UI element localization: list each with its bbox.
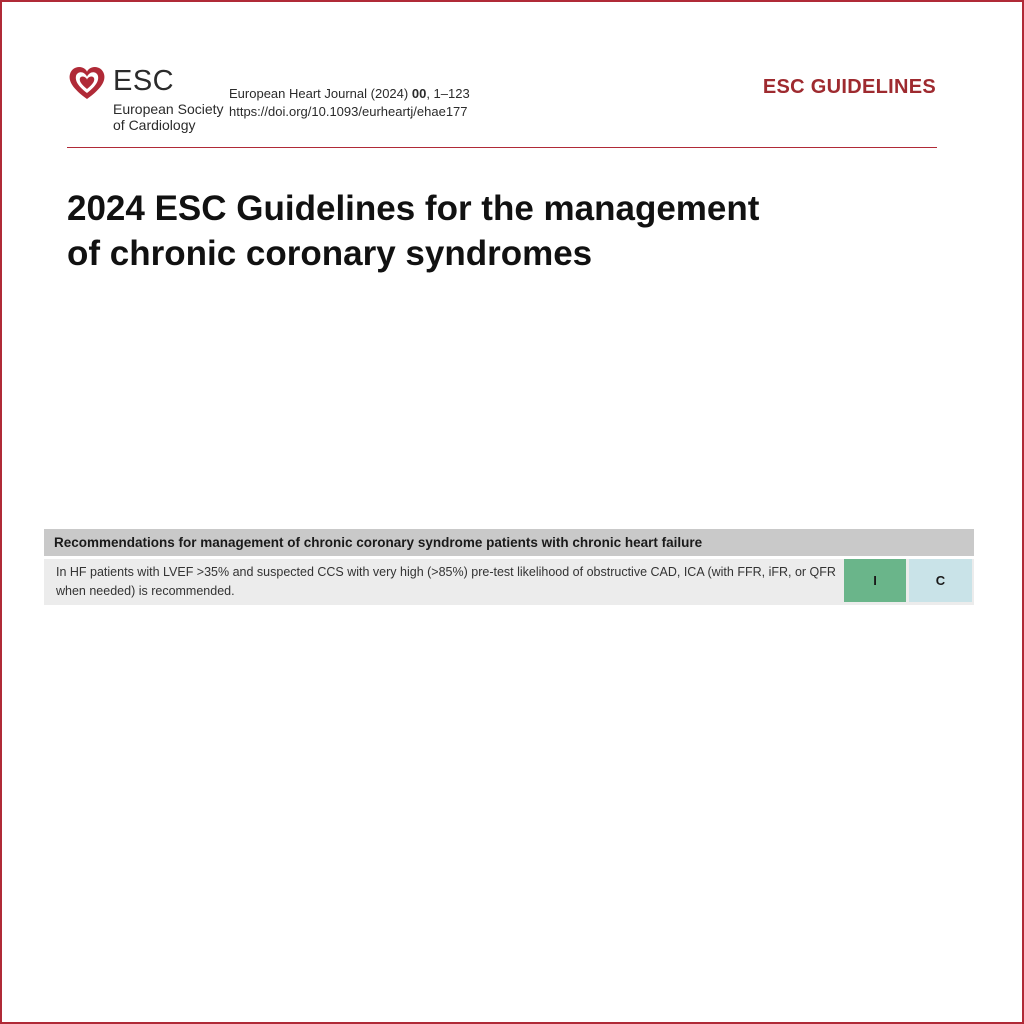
journal-volume: 00 (411, 86, 427, 101)
logo-name-line2: of Cardiology (113, 117, 196, 133)
journal-pages: , 1–123 (426, 86, 470, 101)
title-line2: of chronic coronary syndromes (67, 234, 593, 273)
recommendations-table (44, 529, 974, 605)
series-label: ESC GUIDELINES (762, 76, 936, 98)
class-badge: I (844, 559, 906, 602)
logo-acronym: ESC (113, 65, 175, 97)
heart-icon (67, 63, 107, 103)
journal-doi[interactable]: https://doi.org/10.1093/eurheartj/ehae177 (229, 104, 468, 119)
page-title (67, 186, 887, 276)
table-row (44, 559, 974, 605)
recommendation-text: In HF patients with LVEF >35% and suspected CCS with very high (>85%) pre-test likelihood of obstructive CAD, ICA (with FFR, iFR, or QFR when needed) is recommended. (56, 565, 836, 598)
recommendations-table-header: Recommendations for management of chronic coronary syndrome patients with chronic heart failure (44, 529, 974, 556)
logo-name-line1: European Society (113, 101, 224, 117)
title-line1: 2024 ESC Guidelines for the management (67, 189, 760, 228)
journal-citation-prefix: European Heart Journal (2024) (229, 86, 412, 101)
esc-logo (67, 63, 227, 135)
level-badge: C (909, 559, 972, 602)
journal-reference (229, 85, 470, 103)
header-divider (67, 147, 937, 148)
journal-citation (229, 85, 470, 121)
